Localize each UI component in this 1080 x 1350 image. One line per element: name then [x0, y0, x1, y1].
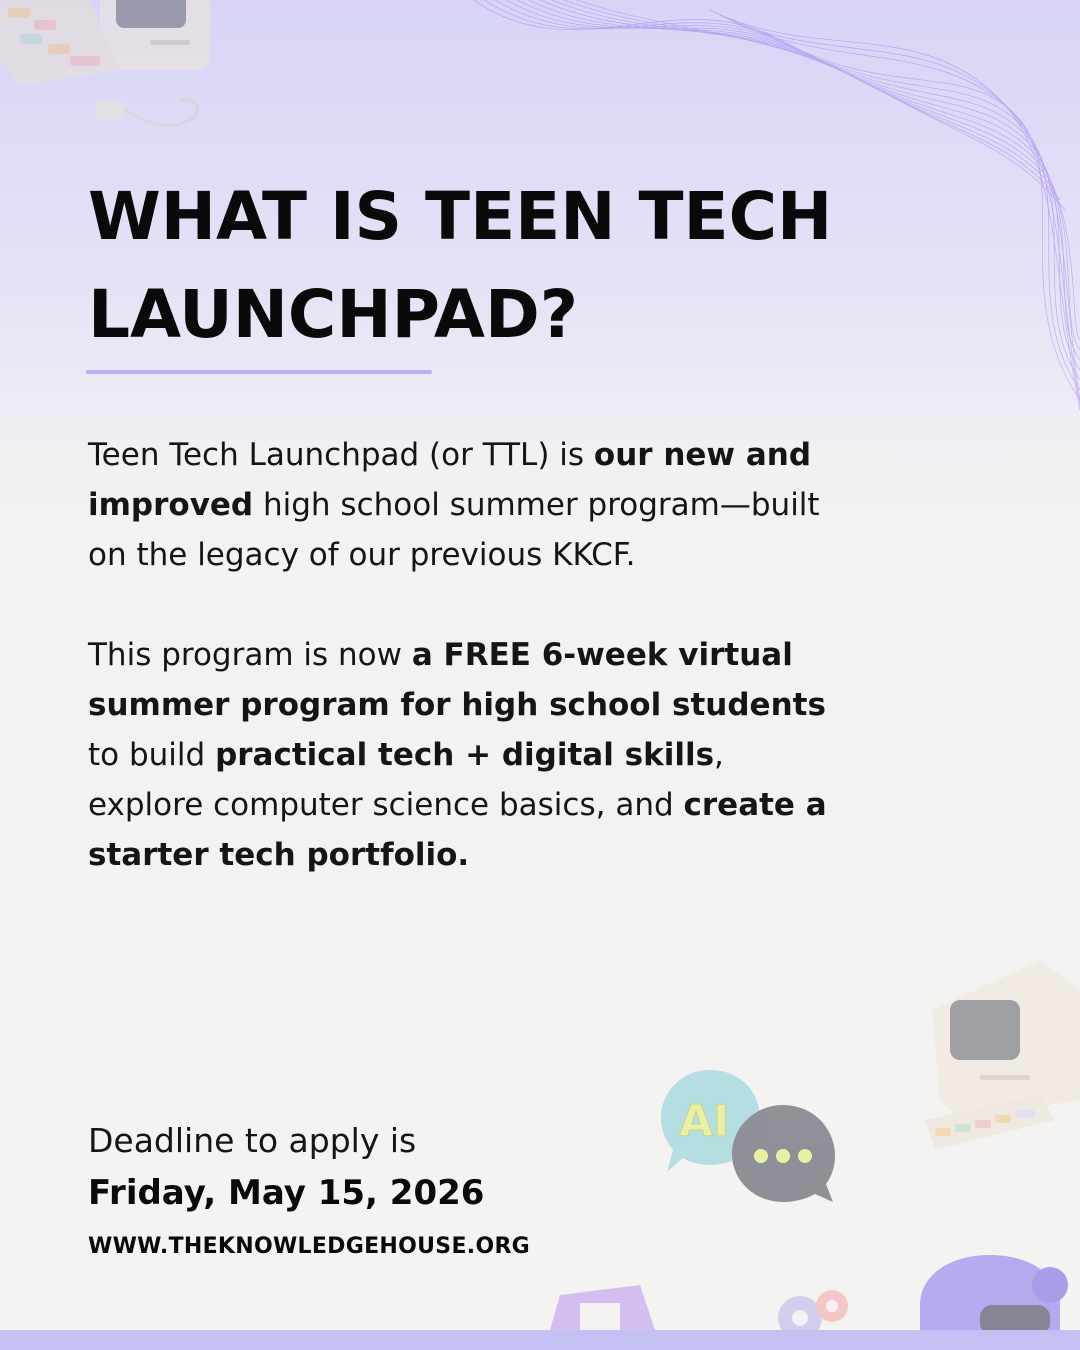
- website-link[interactable]: WWW.THEKNOWLEDGEHOUSE.ORG: [88, 1234, 531, 1259]
- folder-icon: [540, 1285, 660, 1330]
- program-paragraph: [88, 630, 848, 880]
- ai-bubble-text: AI: [679, 1096, 730, 1147]
- program-text-1: This program is now: [88, 637, 412, 673]
- retro-computer-icon: [0, 0, 220, 140]
- title-line-2: LAUNCHPAD?: [88, 276, 579, 353]
- program-bold-2: practical tech + digital skills: [215, 737, 715, 773]
- intro-text-1: Teen Tech Launchpad (or TTL) is: [88, 437, 594, 473]
- intro-text-2: high school summer program—built on the legacy of our previous KKCF.: [88, 487, 820, 573]
- intro-paragraph: [88, 430, 848, 580]
- retro-computer-icon-bottom: [920, 950, 1080, 1170]
- page-title: [88, 168, 948, 364]
- title-divider: [86, 370, 432, 374]
- ai-chat-bubble-icon: [655, 1060, 845, 1210]
- deadline-intro: Deadline to apply is: [88, 1121, 417, 1160]
- title-line-1: WHAT IS TEEN TECH: [88, 178, 833, 255]
- bottom-accent-bar: [0, 1330, 1080, 1350]
- program-text-3: , explore computer science basics, and: [88, 737, 724, 823]
- robot-icon: [900, 1245, 1080, 1335]
- program-bold-1: a FREE 6-week virtual summer program for high school students: [88, 637, 826, 723]
- deadline-date: Friday, May 15, 2026: [88, 1173, 485, 1213]
- intro-bold-1: our new and improved: [88, 437, 812, 523]
- program-bold-3: create a starter tech portfolio.: [88, 787, 827, 873]
- program-text-2: to build: [88, 737, 216, 773]
- gear-icon: [770, 1280, 860, 1330]
